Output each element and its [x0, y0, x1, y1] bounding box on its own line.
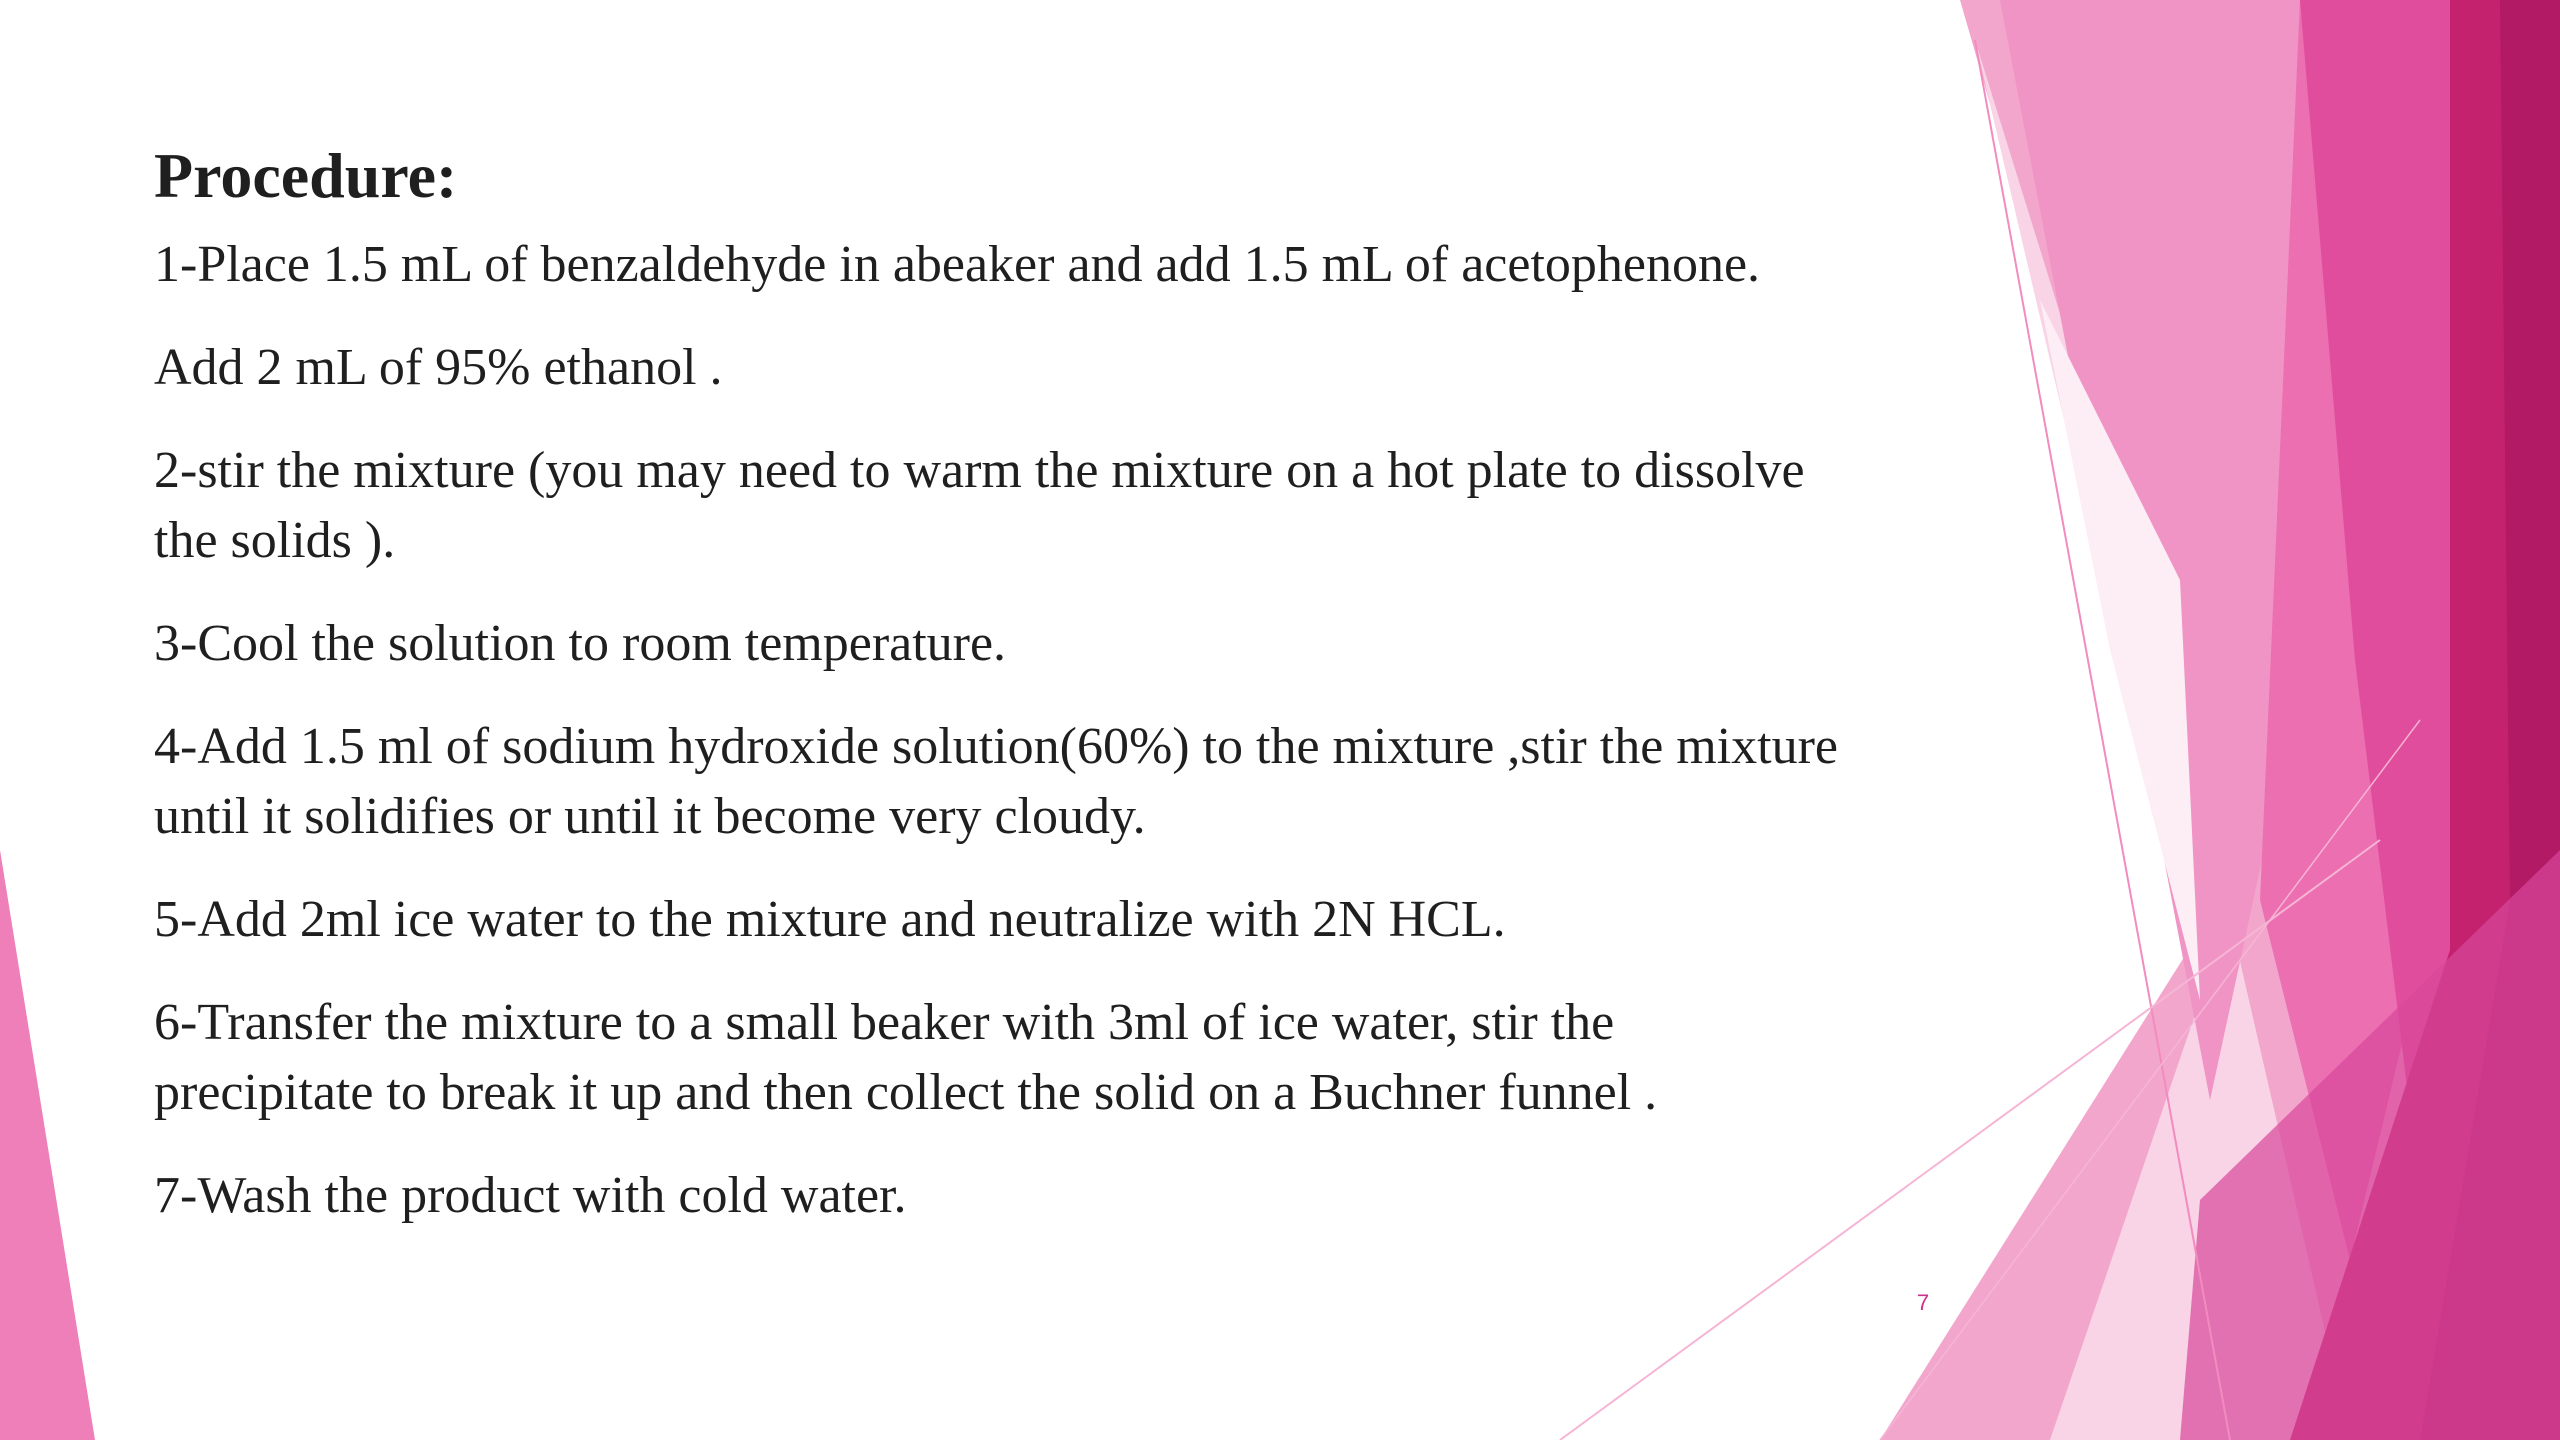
procedure-step: Add 2 mL of 95% ethanol . — [154, 339, 723, 396]
procedure-step: 5-Add 2ml ice water to the mixture and neutralize with 2N HCL. — [154, 891, 1506, 948]
procedure-step: 4-Add 1.5 ml of sodium hydroxide solution(60%) to the mixture ,stir the mixture until it solidifies or until it become very cloudy. — [154, 718, 1839, 845]
procedure-step: 3-Cool the solution to room temperature. — [154, 615, 1007, 672]
slide-title: Procedure: — [154, 140, 458, 211]
slide-content — [154, 136, 2054, 1264]
procedure-step: 1-Place 1.5 mL of benzaldehyde in abeaker and add 1.5 mL of acetophenone. — [154, 236, 1761, 293]
procedure-step: 7-Wash the product with cold water. — [154, 1167, 907, 1224]
procedure-step: 6-Transfer the mixture to a small beaker with 3ml of ice water, stir the precipitate to break it up and then collect the solid on a Buchner funnel . — [154, 994, 1658, 1121]
left-accent-shape — [0, 850, 95, 1440]
page-number: 7 — [1916, 1290, 1930, 1315]
procedure-step: 2-stir the mixture (you may need to warm the mixture on a hot plate to dissolve the solids ). — [154, 442, 1805, 569]
